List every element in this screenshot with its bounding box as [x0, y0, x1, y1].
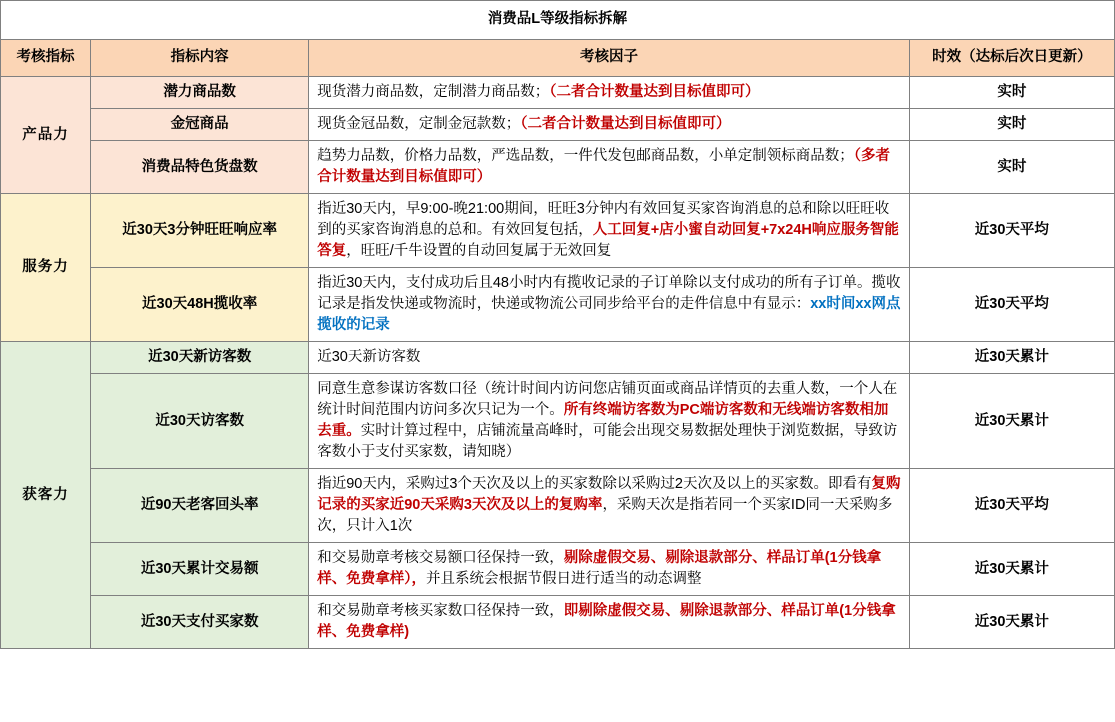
factor-text-segment: xx时间xx网点揽收的记录 — [317, 296, 901, 334]
header-row — [1, 40, 1115, 77]
timing-cell: 近30天平均 — [909, 268, 1114, 342]
table-row — [1, 469, 1115, 543]
table-row — [1, 543, 1115, 596]
factor-text-segment: （多者合计数量达到目标值即可） — [317, 148, 890, 186]
indicator-cell: 近30天48H揽收率 — [91, 268, 309, 342]
table-row — [1, 374, 1115, 469]
factor-cell — [309, 109, 910, 141]
table-row — [1, 268, 1115, 342]
factor-text-segment: 实时计算过程中，店铺流量高峰时，可能会出现交易数据处理快于浏览数据，导致访客数小于支付买家数，请知晓） — [317, 423, 898, 461]
indicator-cell: 近30天3分钟旺旺响应率 — [91, 194, 309, 268]
table-row — [1, 342, 1115, 374]
factor-cell — [309, 596, 910, 649]
timing-cell: 实时 — [909, 141, 1114, 194]
factor-text-segment: 近30天新访客数 — [317, 349, 421, 366]
category-cell-service: 服务力 — [1, 194, 91, 342]
table-row — [1, 77, 1115, 109]
factor-text-segment: 并且系统会根据节假日进行适当的动态调整 — [425, 571, 702, 588]
factor-text-segment: 指近30天内，支付成功后且48小时内有揽收记录的子订单除以支付成功的所有子订单。揽收记录是指发快递或物流时，快递或物流公司同步给平台的走件信息中有显示： — [317, 275, 901, 313]
factor-text-segment: ，旺旺/千牛设置的自动回复属于无效回复 — [346, 243, 612, 260]
indicator-cell: 近30天支付买家数 — [91, 596, 309, 649]
header-indicator: 指标内容 — [91, 40, 309, 77]
indicator-cell: 消费品特色货盘数 — [91, 141, 309, 194]
factor-text-segment: 所有终端访客数为PC端访客数和无线端访客数相加去重。 — [317, 402, 889, 440]
factor-text-segment: （二者合计数量达到目标值即可） — [520, 116, 731, 133]
timing-cell: 近30天累计 — [909, 342, 1114, 374]
timing-cell: 近30天平均 — [909, 469, 1114, 543]
indicator-cell: 近30天访客数 — [91, 374, 309, 469]
factor-cell — [309, 77, 910, 109]
table-row — [1, 109, 1115, 141]
factor-cell — [309, 194, 910, 268]
category-cell-product: 产品力 — [1, 77, 91, 194]
timing-cell: 实时 — [909, 109, 1114, 141]
factor-text-segment: 现货潜力商品数，定制潜力商品数； — [317, 84, 550, 100]
indicator-cell: 近30天新访客数 — [91, 342, 309, 374]
title-row — [1, 1, 1115, 40]
factor-text-segment: 和交易勋章考核买家数口径保持一致， — [317, 603, 564, 620]
factor-text-segment: 剔除虚假交易、剔除退款部分、样品订单(1分钱拿样、免费拿样）， — [317, 550, 882, 588]
header-timing: 时效（达标后次日更新） — [909, 40, 1114, 77]
timing-cell: 实时 — [909, 77, 1114, 109]
table-row — [1, 194, 1115, 268]
factor-cell — [309, 374, 910, 469]
factor-text-segment: 现货金冠品数，定制金冠款数； — [317, 116, 521, 133]
factor-text-segment: 同意生意参谋访客数口径（统计时间内访问您店铺页面或商品详情页的去重人数，一个人在统计时间范围内访问多次只记为一个。 — [317, 381, 898, 419]
timing-cell: 近30天平均 — [909, 194, 1114, 268]
factor-cell — [309, 543, 910, 596]
factor-cell — [309, 469, 910, 543]
factor-cell — [309, 268, 910, 342]
factor-text-segment: 人工回复+店小蜜自动回复+7x24H响应服务智能答复 — [317, 222, 899, 260]
factor-cell — [309, 141, 910, 194]
timing-cell: 近30天累计 — [909, 543, 1114, 596]
factor-text-segment: ，采购天次是指若同一个买家ID同一天采购多次，只计入1次 — [317, 497, 893, 535]
table-row — [1, 596, 1115, 649]
category-cell-acquire: 获客力 — [1, 342, 91, 649]
indicator-cell: 近90天老客回头率 — [91, 469, 309, 543]
timing-cell: 近30天累计 — [909, 596, 1114, 649]
indicator-cell: 金冠商品 — [91, 109, 309, 141]
indicator-cell: 潜力商品数 — [91, 77, 309, 109]
page-title: 消费品L等级指标拆解 — [1, 1, 1115, 40]
header-factor: 考核因子 — [309, 40, 910, 77]
timing-cell: 近30天累计 — [909, 374, 1114, 469]
table-row — [1, 141, 1115, 194]
factor-cell — [309, 342, 910, 374]
factor-text-segment: 指近30天内，早9:00-晚21:00期间，旺旺3分钟内有效回复买家咨询消息的总和除以旺旺收到的买家咨询消息的总和。有效回复包括， — [317, 201, 890, 239]
factor-text-segment: 趋势力品数，价格力品数，严选品数，一件代发包邮商品数，小单定制领标商品数； — [317, 148, 854, 165]
factor-text-segment: 和交易勋章考核交易额口径保持一致， — [317, 550, 564, 567]
factor-text-segment: 即剔除虚假交易、剔除退款部分、样品订单(1分钱拿样、免费拿样) — [317, 603, 896, 641]
header-category: 考核指标 — [1, 40, 91, 77]
factor-text-segment: （二者合计数量达到目标值即可） — [549, 84, 760, 100]
indicator-cell: 近30天累计交易额 — [91, 543, 309, 596]
factor-text-segment: 指近90天内，采购过3个天次及以上的买家数除以采购过2天次及以上的买家数。即看有 — [317, 476, 872, 493]
factor-text-segment: 复购记录的买家近90天采购3天次及以上的复购率 — [317, 476, 901, 514]
